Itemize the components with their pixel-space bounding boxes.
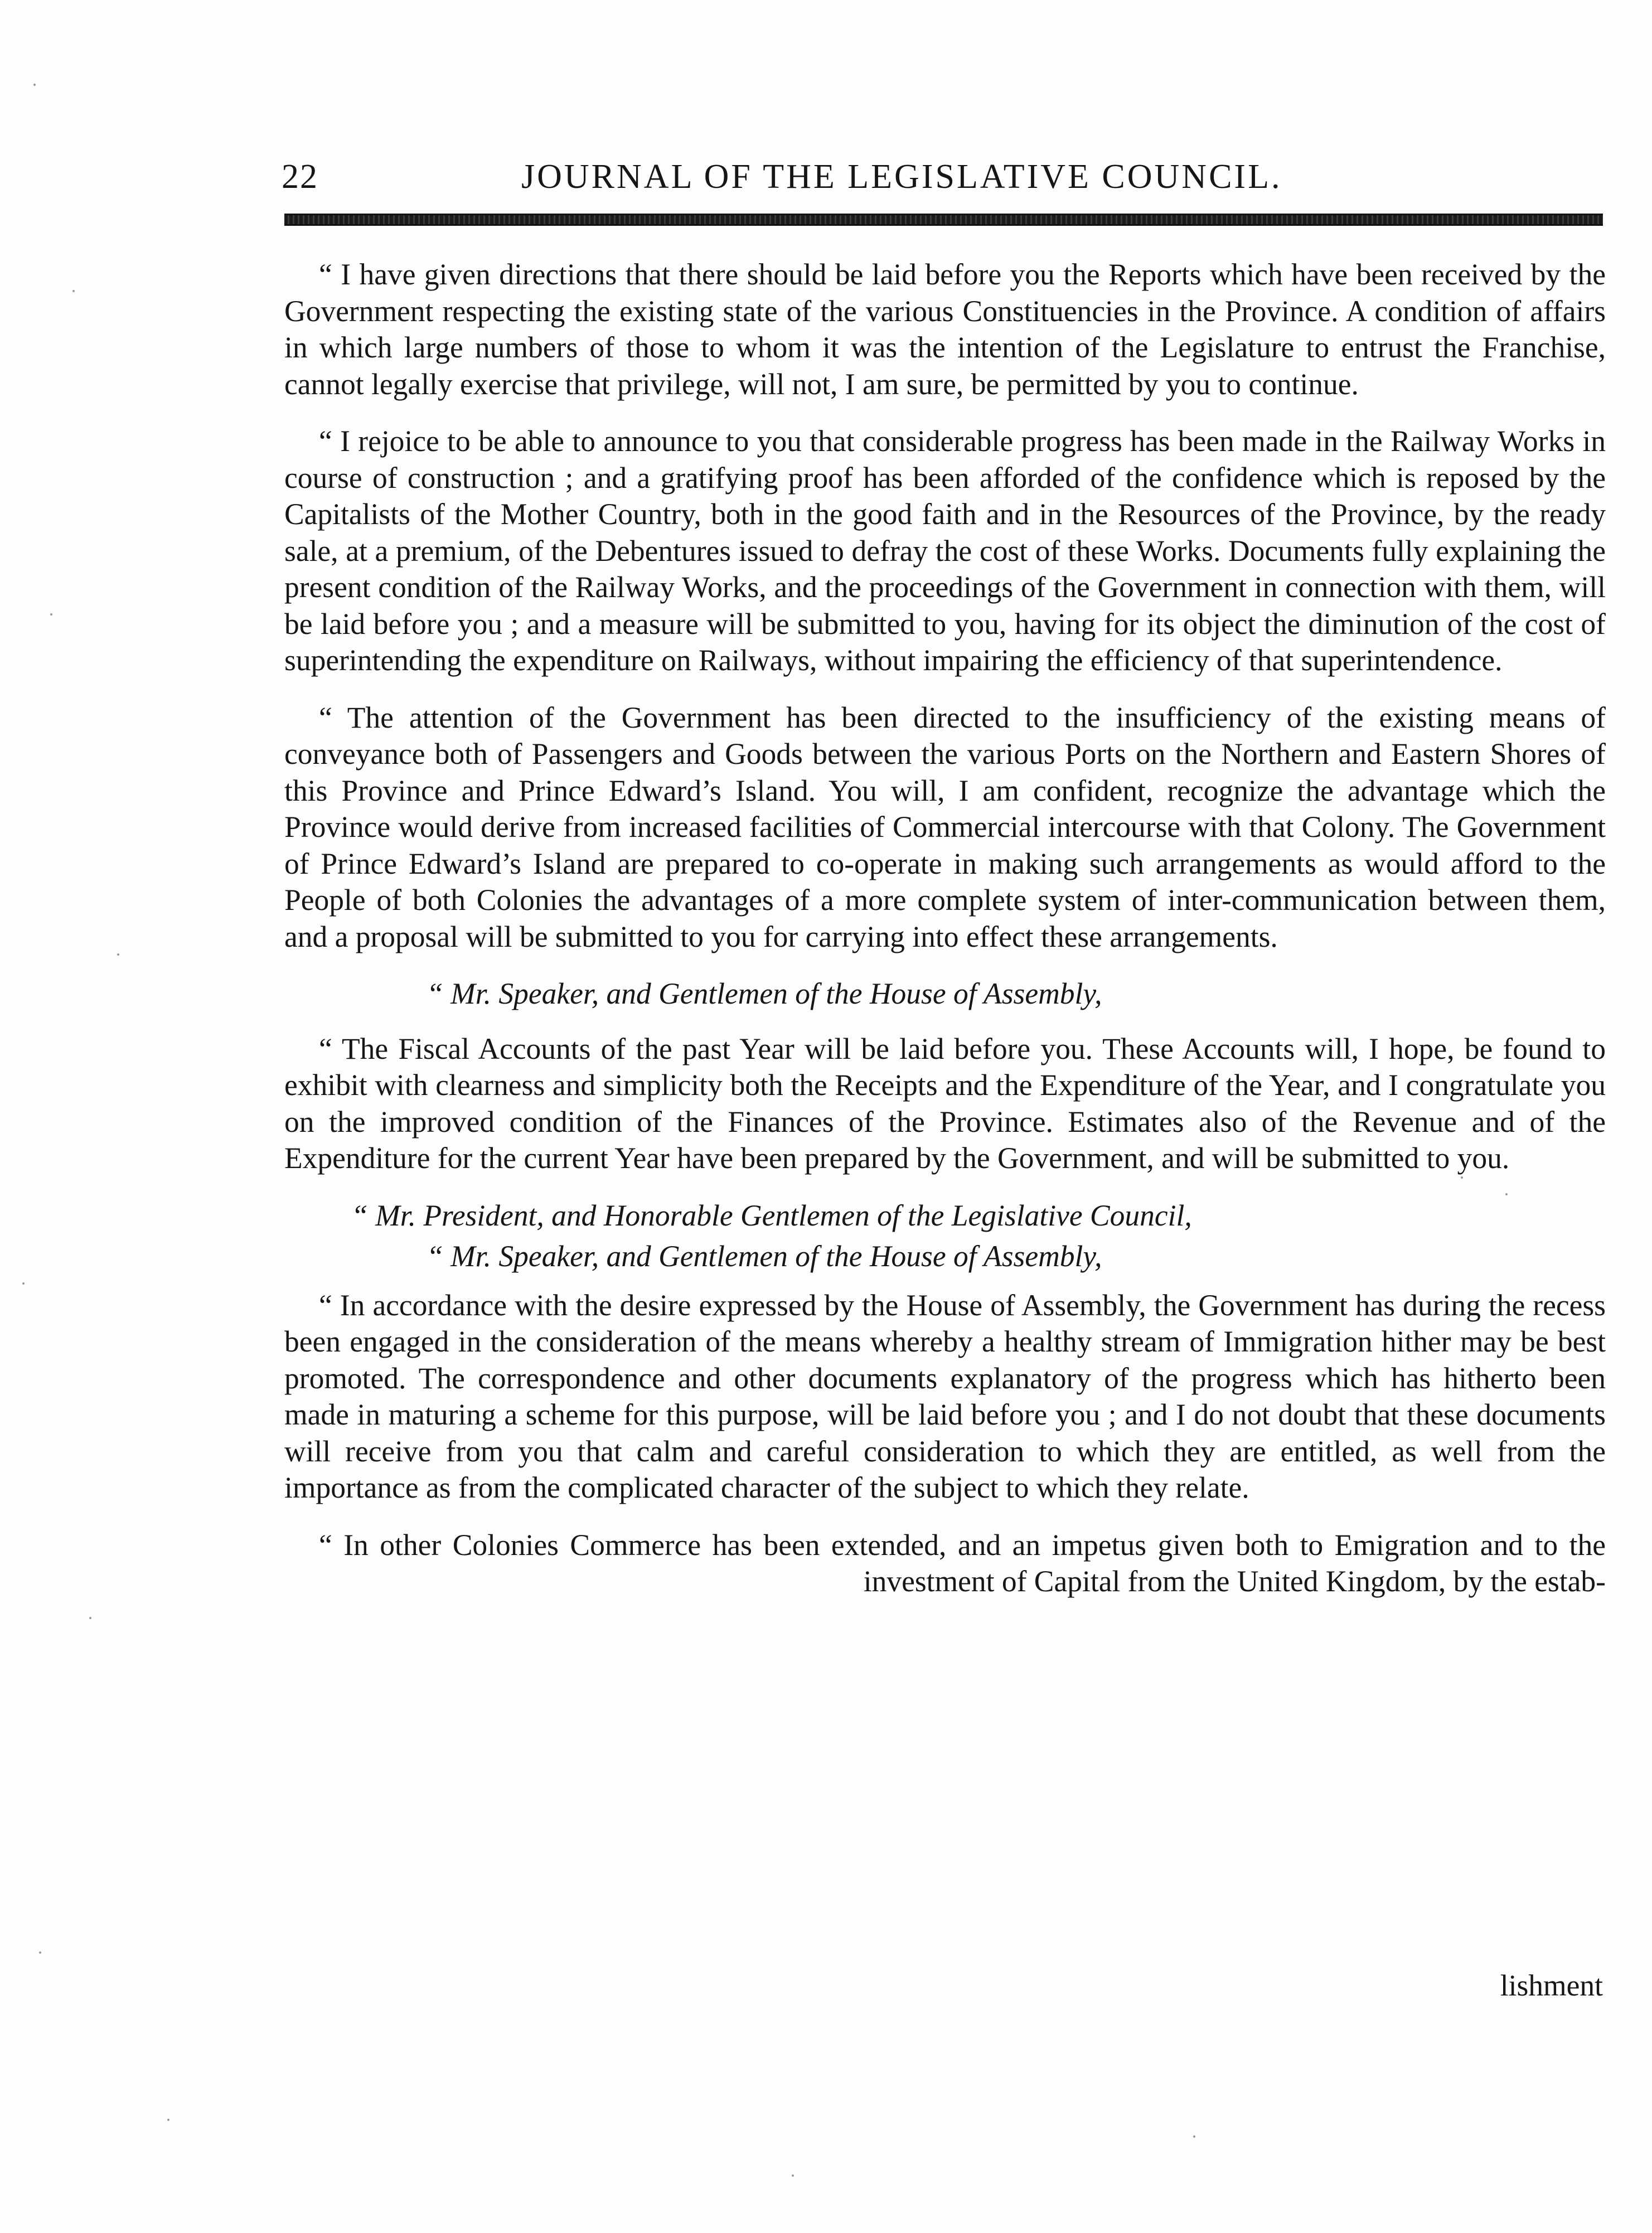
scan-speck [167, 2119, 169, 2121]
scan-speck [39, 1951, 41, 1954]
paragraph-fiscal-accounts: “ The Fiscal Accounts of the past Year will be laid before you. These Accounts will, I hope, be found to exhibit with clearness and simplicity both the Receipts and the Expenditure of the Year, and I congratulate you on the improved condition of the Finances of the Province. Estimates also of the Revenue and of the Expenditure for the current Year have been prepared by the Government, and will be submitted to you. [284, 1031, 1606, 1175]
paragraph-conveyance: “ The attention of the Government has been directed to the insufficiency of the existing means of conveyance both of Passengers and Goods between the various Ports on the Northern and Eastern Shores of this Province and Prince Edward’s Island. You will, I am confident, recognize the advantage which the Province would derive from increased facilities of Commercial intercourse with that Colony. The Government of Prince Edward’s Island are prepared to co-operate in making such arrangements as would afford to the People of both Colonies the advantages of a more complete system of inter-communication between them, and a proposal will be submitted to you for carrying into effect these arrangements. [284, 700, 1606, 953]
scan-speck [1193, 2135, 1195, 2138]
paragraph-railway-works: “ I rejoice to be able to announce to you that considerable progress has been made in the Railway Works in course of construction ; and a gratifying proof has been afforded of the confidence which is reposed by the Capitalists of the Mother Country, both in the good faith and in the Resources of the Province, by the ready sale, at a premium, of the Debentures issued to defray the cost of these Works. Documents fully explaining the present condition of the Railway Works, and the proceedings of the Government in connection with them, will be laid before you ; and a measure will be submitted to you, having for its object the diminution of the cost of superintending the expenditure on Railways, without impairing the efficiency of that superintendence. [284, 424, 1606, 677]
scan-speck [33, 84, 36, 86]
scan-speck [1505, 1193, 1508, 1195]
body-text [284, 256, 1606, 1621]
paragraph-other-colonies: “ In other Colonies Commerce has been extended, and an impetus given both to Emigration and to the investment of Capital from the United Kingdom, by the estab- [319, 1528, 1606, 1598]
address-assembly-heading-second: “ Mr. Speaker, and Gentlemen of the House of Assembly, [427, 1239, 1102, 1273]
catchword: lishment [1500, 1969, 1603, 2002]
page-header [282, 157, 1606, 207]
scan-speck [72, 290, 75, 292]
scan-speck [22, 1282, 25, 1285]
address-assembly-heading: “ Mr. Speaker, and Gentlemen of the House of Assembly, [427, 977, 1102, 1010]
running-title: JOURNAL OF THE LEGISLATIVE COUNCIL. [521, 158, 1282, 196]
scan-speck [792, 2174, 794, 2177]
scan-speck [117, 953, 119, 956]
header-rule [284, 214, 1603, 226]
scan-speck [50, 613, 52, 616]
paragraph-immigration: “ In accordance with the desire expressed by the House of Assembly, the Government has during the recess been engaged in the consideration of the means whereby a healthy stream of Immigration hither may be best promoted. The correspondence and other documents explanatory of the progress which has hitherto been made in maturing a scheme for this purpose, will be laid before you ; and I do not doubt that these documents will receive from you that calm and careful consideration to which they are entitled, as well from the importance as from the complicated character of the subject to which they relate. [284, 1288, 1606, 1504]
paragraph-constituencies: “ I have given directions that there should be laid before you the Reports which have been received by the Government respecting the existing state of the various Constituencies in the Province. A condition of affairs in which large numbers of those to whom it was the intention of the Legislature to entrust the Franchise, cannot legally exercise that privilege, will not, I am sure, be permitted by you to continue. [284, 258, 1606, 401]
scan-speck [1461, 1176, 1463, 1179]
page-number: 22 [282, 158, 318, 196]
address-council-heading: “ Mr. President, and Honorable Gentlemen of the Legislative Council, [351, 1198, 1192, 1232]
scan-speck [89, 1617, 91, 1619]
